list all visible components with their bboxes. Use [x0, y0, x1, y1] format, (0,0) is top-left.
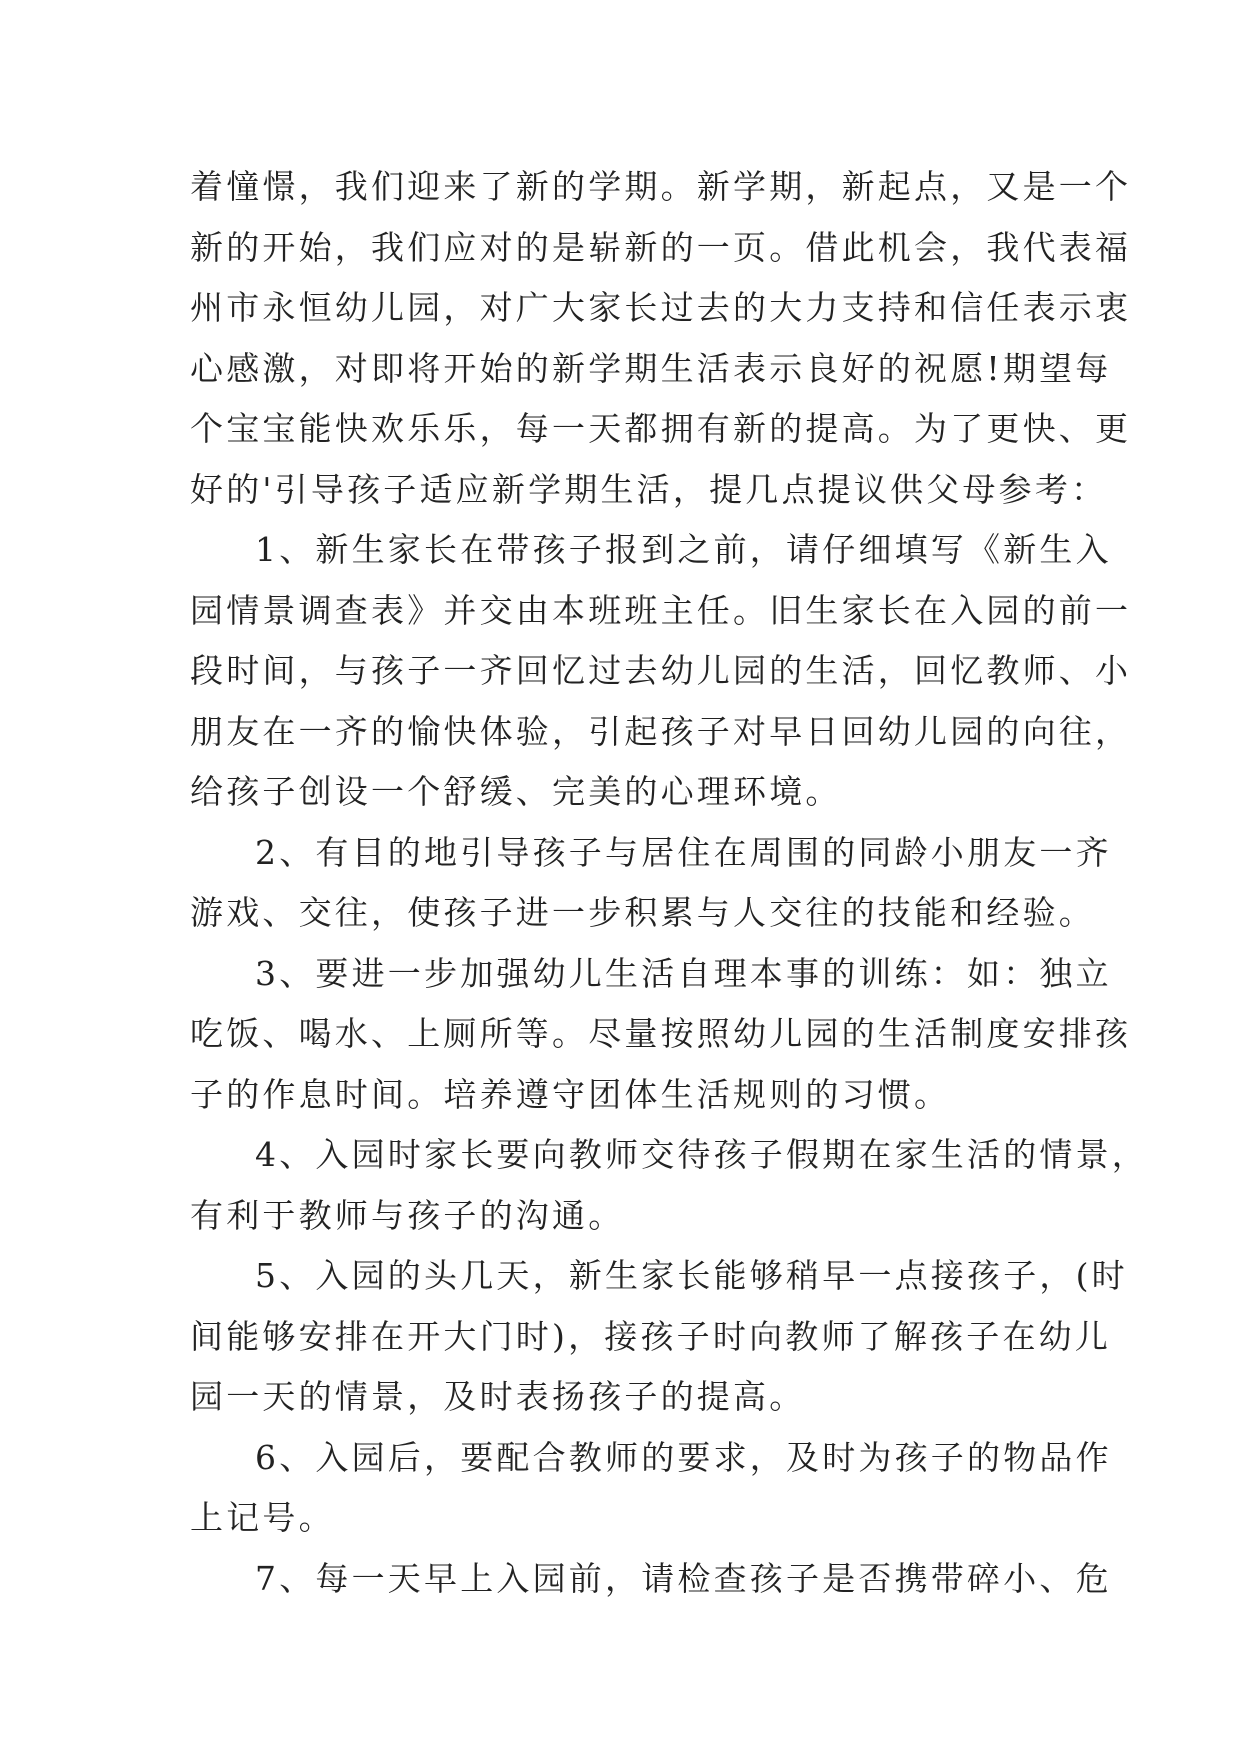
text-line: 园一天的情景，及时表扬孩子的提高。	[190, 1377, 806, 1416]
text-line: 好的'引导孩子适应新学期生活，提几点提议供父母参考：	[190, 469, 1108, 509]
text-line: 州市永恒幼儿园，对广大家长过去的大力支持和信任表示衷	[190, 288, 1132, 327]
text-line: 3、要进一步加强幼儿生活自理本事的训练：如：独立	[255, 953, 1112, 993]
text-line: 心感激，对即将开始的新学期生活表示良好的祝愿!期望每	[190, 348, 1112, 388]
text-line: 间能够安排在开大门时)，接孩子时向教师了解孩子在幼儿	[190, 1316, 1112, 1356]
text-line: 吃饭、喝水、上厕所等。尽量按照幼儿园的生活制度安排孩	[190, 1014, 1132, 1053]
text-line: 个宝宝能快欢乐乐，每一天都拥有新的提高。为了更快、更	[190, 409, 1132, 448]
text-line: 7、每一天早上入园前，请检查孩子是否携带碎小、危	[255, 1558, 1112, 1598]
text-line: 上记号。	[190, 1498, 335, 1537]
text-line: 给孩子创设一个舒缓、完美的心理环境。	[190, 772, 842, 811]
text-line: 段时间，与孩子一齐回忆过去幼儿园的生活，回忆教师、小	[190, 651, 1132, 690]
text-line: 5、入园的头几天，新生家长能够稍早一点接孩子，(时	[255, 1256, 1128, 1295]
text-line: 有利于教师与孩子的沟通。	[190, 1195, 625, 1235]
text-line: 着憧憬，我们迎来了新的学期。新学期，新起点，又是一个	[190, 167, 1132, 206]
text-line: 子的作息时间。培养遵守团体生活规则的习惯。	[190, 1074, 951, 1114]
text-line: 2、有目的地引导孩子与居住在周围的同龄小朋友一齐	[255, 832, 1112, 872]
text-line: 新的开始，我们应对的是崭新的一页。借此机会，我代表福	[190, 227, 1132, 267]
text-line: 游戏、交往，使孩子进一步积累与人交往的技能和经验。	[190, 893, 1095, 932]
text-line: 园情景调查表》并交由本班班主任。旧生家长在入园的前一	[190, 590, 1132, 630]
text-line: 1、新生家长在带孩子报到之前，请仔细填写《新生入	[255, 530, 1112, 569]
text-line: 朋友在一齐的愉快体验，引起孩子对早日回幼儿园的向往，	[190, 711, 1132, 751]
text-line: 4、入园时家长要向教师交待孩子假期在家生活的情景，	[255, 1135, 1148, 1174]
document-body	[190, 157, 1148, 1609]
text-line: 6、入园后，要配合教师的要求，及时为孩子的物品作	[255, 1437, 1112, 1477]
